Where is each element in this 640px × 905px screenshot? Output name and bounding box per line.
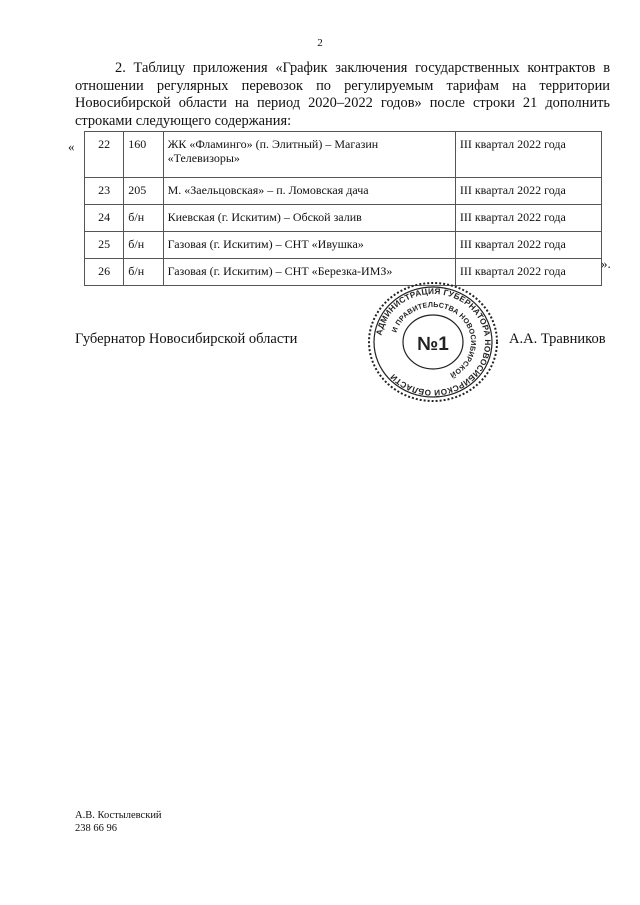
seal-inner-text: И ПРАВИТЕЛЬСТВА НОВОСИБИРСКОЙ xyxy=(389,299,479,380)
route-number: 205 xyxy=(124,178,163,205)
row-number: 23 xyxy=(85,178,124,205)
signatory-position: Губернатор Новосибирской области xyxy=(75,331,298,347)
route-number: б/н xyxy=(124,232,163,259)
contract-period: III квартал 2022 года xyxy=(455,232,601,259)
table-row xyxy=(85,132,602,178)
row-number: 25 xyxy=(85,232,124,259)
signatory-name: А.А. Травников xyxy=(509,331,606,347)
contract-period: III квартал 2022 года xyxy=(455,178,601,205)
contract-period: III квартал 2022 года xyxy=(455,205,601,232)
route-description: М. «Заельцовская» – п. Ломовская дача xyxy=(163,178,455,205)
route-description: Газовая (г. Искитим) – СНТ «Ивушка» xyxy=(163,232,455,259)
table-row xyxy=(85,259,602,286)
contract-schedule-table xyxy=(84,131,602,286)
table-close-quote: ». xyxy=(601,256,611,271)
page-number: 2 xyxy=(317,37,323,49)
row-number: 24 xyxy=(85,205,124,232)
route-number: б/н xyxy=(124,259,163,286)
table-row xyxy=(85,178,602,205)
executor-phone: 238 66 96 xyxy=(75,823,117,834)
contract-period: III квартал 2022 года xyxy=(455,132,601,178)
contract-period: III квартал 2022 года xyxy=(455,259,601,286)
route-number: б/н xyxy=(124,205,163,232)
executor-name: А.В. Костылевский xyxy=(75,810,162,821)
table-open-quote: « xyxy=(68,139,75,154)
row-number: 26 xyxy=(85,259,124,286)
seal-number: №1 xyxy=(417,334,449,355)
route-number: 160 xyxy=(124,132,163,178)
seal-outer-text: АДМИНИСТРАЦИЯ ГУБЕРНАТОРА НОВОСИБИРСКОЙ ОБЛАСТИ xyxy=(374,286,493,398)
route-description: ЖК «Фламинго» (п. Элитный) – Магазин «Телевизоры» xyxy=(163,132,455,178)
amendment-paragraph: 2. Таблицу приложения «График заключения государственных контрактов в отношении регулярных перевозок по регулируемым тарифам на территории Новосибирской области на период 2020–2022 годов» после строки 21 дополнить строками следующего содержания: xyxy=(75,60,610,129)
table-row xyxy=(85,205,602,232)
route-description: Газовая (г. Искитим) – СНТ «Березка-ИМЗ» xyxy=(163,259,455,286)
table-row xyxy=(85,232,602,259)
official-seal xyxy=(366,281,500,403)
row-number: 22 xyxy=(85,132,124,178)
route-description: Киевская (г. Искитим) – Обской залив xyxy=(163,205,455,232)
